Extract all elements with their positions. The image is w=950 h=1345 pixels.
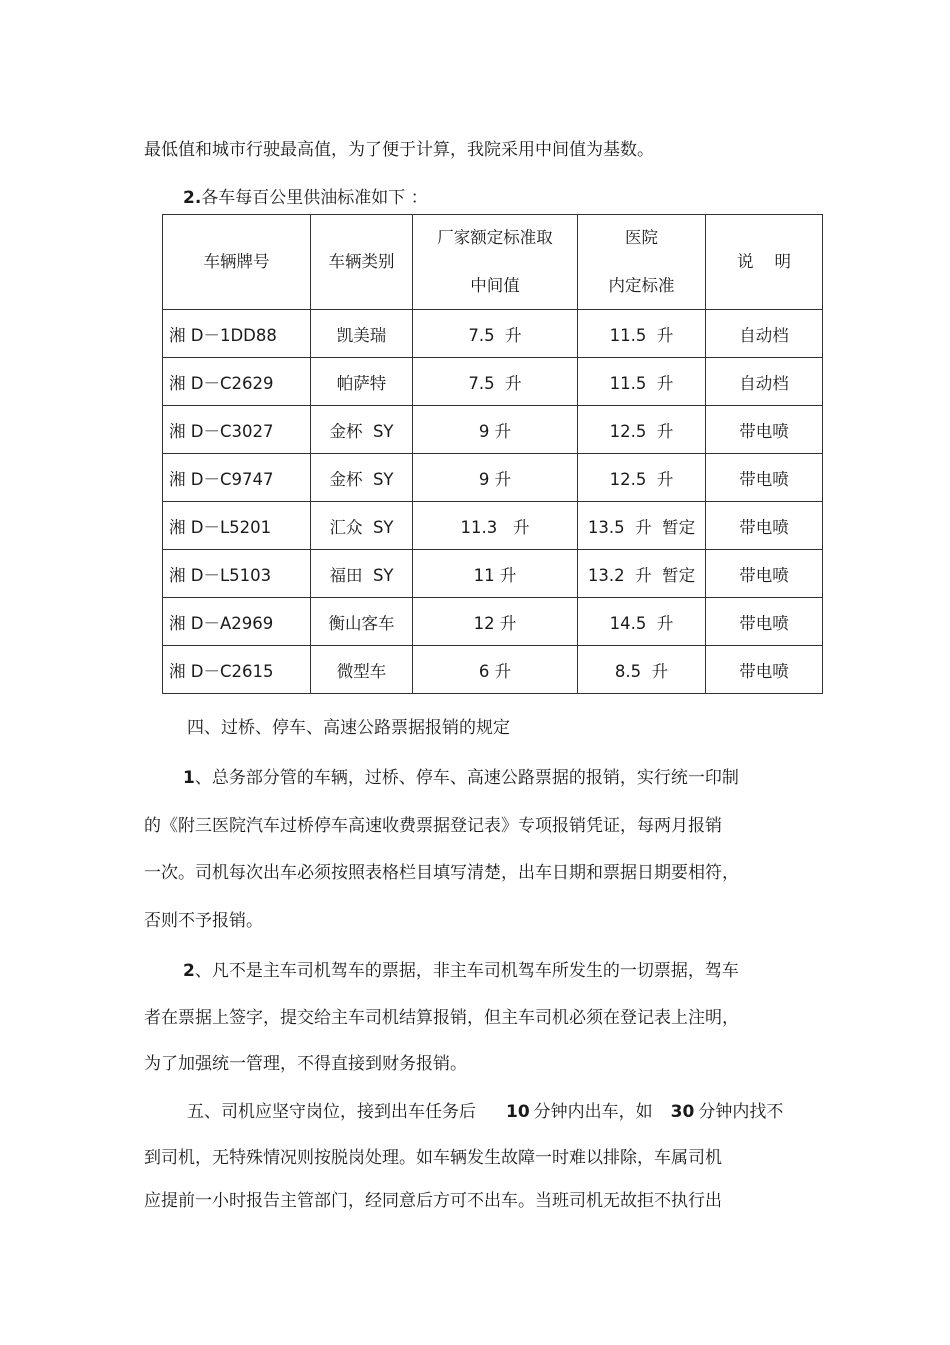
cell-plate: 湘 D－C2615 <box>163 646 311 694</box>
cell-hospital: 11.5 升 <box>578 358 706 406</box>
section5-number-10: 10 <box>506 1102 530 1122</box>
section5-text-a: 五、司机应坚守岗位，接到出车任务后 <box>187 1102 476 1122</box>
table-row <box>163 358 823 406</box>
cell-hospital: 14.5 升 <box>578 598 706 646</box>
cell-plate: 湘 D－A2969 <box>163 598 311 646</box>
cell-factory: 11 升 <box>413 550 578 598</box>
cell-plate: 湘 D－L5103 <box>163 550 311 598</box>
table-row <box>163 406 823 454</box>
section5-line3: 应提前一小时报告主管部门，经同意后方可不出车。当班司机无故拒不执行出 <box>144 1191 722 1211</box>
cell-type: 凯美瑞 <box>311 310 413 358</box>
cell-hospital: 13.5 升 暂定 <box>578 502 706 550</box>
cell-note: 带电喷 <box>706 502 823 550</box>
cell-type: 衡山客车 <box>311 598 413 646</box>
cell-note: 带电喷 <box>706 646 823 694</box>
table-caption-number: 2. <box>183 188 202 208</box>
cell-type: 微型车 <box>311 646 413 694</box>
cell-factory: 11.3 升 <box>413 502 578 550</box>
header-factory-line2: 中间值 <box>470 276 520 295</box>
cell-plate: 湘 D－C9747 <box>163 454 311 502</box>
table-row <box>163 646 823 694</box>
cell-factory: 7.5 升 <box>413 310 578 358</box>
para1-line3: 一次。司机每次出车必须按照表格栏目填写清楚，出车日期和票据日期要相符， <box>144 863 739 883</box>
para2-line2: 者在票据上签字，提交给主车司机结算报销，但主车司机必须在登记表上注明， <box>144 1008 739 1028</box>
section4-heading: 四、过桥、停车、高速公路票据报销的规定 <box>187 718 510 738</box>
table-caption <box>183 186 428 210</box>
cell-factory: 9 升 <box>413 454 578 502</box>
cell-note: 带电喷 <box>706 550 823 598</box>
cell-note: 自动档 <box>706 358 823 406</box>
cell-plate: 湘 D－C2629 <box>163 358 311 406</box>
cell-note: 带电喷 <box>706 454 823 502</box>
header-hospital-line2: 内定标准 <box>608 276 675 295</box>
para1-text-line1: 、总务部分管的车辆，过桥、停车、高速公路票据的报销，实行统一印制 <box>194 768 739 788</box>
fuel-standard-table <box>162 214 823 694</box>
table-row <box>163 502 823 550</box>
cell-plate: 湘 D－L5201 <box>163 502 311 550</box>
cell-type: 汇众 SY <box>311 502 413 550</box>
cell-factory: 12 升 <box>413 598 578 646</box>
cell-plate: 湘 D－1DD88 <box>163 310 311 358</box>
para2-number: 2 <box>183 961 195 981</box>
para1-line2: 的《附三医院汽车过桥停车高速收费票据登记表》专项报销凭证，每两月报销 <box>144 816 722 836</box>
header-plate: 车辆牌号 <box>163 215 311 310</box>
cell-hospital: 12.5 升 <box>578 454 706 502</box>
cell-plate: 湘 D－C3027 <box>163 406 311 454</box>
para2-line1 <box>183 959 739 983</box>
cell-type: 帕萨特 <box>311 358 413 406</box>
table-row <box>163 454 823 502</box>
intro-line: 最低值和城市行驶最高值，为了便于计算，我院采用中间值为基数。 <box>144 140 654 160</box>
cell-hospital: 13.2 升 暂定 <box>578 550 706 598</box>
table-header-row <box>163 215 823 310</box>
section5-line1 <box>187 1100 783 1124</box>
table-row <box>163 550 823 598</box>
section5-text-b: 分钟内出车，如 <box>533 1102 653 1122</box>
para2-line3: 为了加强统一管理，不得直接到财务报销。 <box>144 1054 467 1074</box>
cell-type: 金杯 SY <box>311 454 413 502</box>
cell-note: 带电喷 <box>706 598 823 646</box>
header-note: 说 明 <box>706 215 823 310</box>
table-row <box>163 310 823 358</box>
para1-line4: 否则不予报销。 <box>144 911 263 931</box>
header-factory-standard <box>413 215 578 310</box>
cell-factory: 6 升 <box>413 646 578 694</box>
para1-number: 1 <box>183 768 195 788</box>
section5-number-30: 30 <box>670 1102 695 1122</box>
header-factory-line1: 厂家额定标准取 <box>437 228 553 247</box>
cell-hospital: 12.5 升 <box>578 406 706 454</box>
cell-type: 福田 SY <box>311 550 413 598</box>
table-row <box>163 598 823 646</box>
section5-line2: 到司机，无特殊情况则按脱岗处理。如车辆发生故障一时难以排除，车属司机 <box>144 1148 722 1168</box>
para1-line1 <box>183 766 739 790</box>
cell-hospital: 11.5 升 <box>578 310 706 358</box>
cell-type: 金杯 SY <box>311 406 413 454</box>
header-hospital-standard <box>578 215 706 310</box>
header-hospital-line1: 医院 <box>625 228 658 247</box>
cell-factory: 9 升 <box>413 406 578 454</box>
header-type: 车辆类别 <box>311 215 413 310</box>
table-caption-text: 各车每百公里供油标准如下 ： <box>201 188 428 208</box>
cell-factory: 7.5 升 <box>413 358 578 406</box>
cell-note: 自动档 <box>706 310 823 358</box>
para2-text-line1: 、凡不是主车司机驾车的票据，非主车司机驾车所发生的一切票据，驾车 <box>194 961 739 981</box>
cell-note: 带电喷 <box>706 406 823 454</box>
section5-text-c: 分钟内找不 <box>698 1102 784 1122</box>
cell-hospital: 8.5 升 <box>578 646 706 694</box>
